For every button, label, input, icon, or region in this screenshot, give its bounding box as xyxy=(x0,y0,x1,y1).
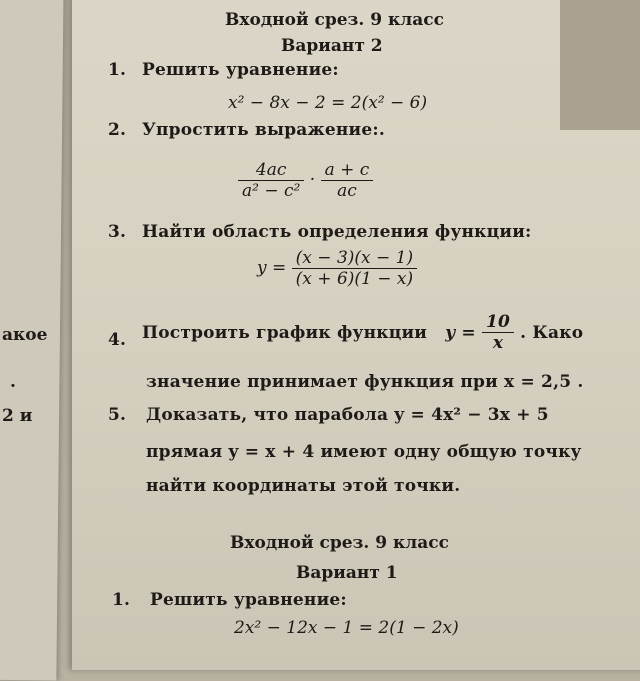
v2-task1-formula: x² − 8x − 2 = 2(x² − 6) xyxy=(228,93,428,113)
variant1-title: Входной срез. 9 класс xyxy=(230,533,449,553)
v2-task1-number: 1. xyxy=(108,60,127,80)
v2-task2-f1-numerator: 4ac xyxy=(255,160,287,180)
v2-task1-text: Решить уравнение: xyxy=(142,60,339,80)
v2-task4-numerator: 10 xyxy=(485,312,511,332)
v2-task2-dot: · xyxy=(309,170,316,190)
v2-task3-fraction xyxy=(292,248,417,289)
v2-task3-text: Найти область определения функции: xyxy=(142,222,532,242)
v1-task1-number: 1. xyxy=(112,590,131,610)
v2-task5-number: 5. xyxy=(108,405,127,425)
background-fold xyxy=(560,0,640,130)
v2-task4-lhs: y = xyxy=(445,322,476,343)
v2-task3-lhs: y = xyxy=(257,258,287,278)
variant2-subtitle: Вариант 2 xyxy=(281,36,383,56)
v2-task5-line1: Доказать, что парабола y = 4x² − 3x + 5 xyxy=(146,405,549,425)
v2-task4-number: 4. xyxy=(108,330,127,350)
v2-task2-number: 2. xyxy=(108,120,127,140)
variant2-title: Входной срез. 9 класс xyxy=(225,10,444,30)
v2-task2-fraction2 xyxy=(321,160,374,201)
v2-task3-numerator: (x − 3)(x − 1) xyxy=(295,248,414,268)
v2-task4-fraction xyxy=(482,312,514,353)
v2-task5-line3: найти координаты этой точки. xyxy=(146,476,461,496)
edge-text-2: . xyxy=(10,372,16,392)
v2-task2-f1-denominator: a² − c² xyxy=(238,180,304,201)
variant1-subtitle: Вариант 1 xyxy=(296,563,398,583)
v2-task4-line1 xyxy=(142,312,583,353)
v2-task4-denominator: x xyxy=(482,332,514,353)
edge-text-1: акое xyxy=(2,325,48,345)
v2-task2-fraction1 xyxy=(238,160,304,201)
v2-task4-line2: значение принимает функция при x = 2,5 . xyxy=(146,372,584,392)
v2-task3-denominator: (x + 6)(1 − x) xyxy=(292,268,417,289)
v1-task1-formula: 2x² − 12x − 1 = 2(1 − 2x) xyxy=(234,618,459,638)
v2-task3-number: 3. xyxy=(108,222,127,242)
v2-task4-text-a: Построить график функции xyxy=(142,322,428,343)
v1-task1-text: Решить уравнение: xyxy=(150,590,347,610)
edge-text-3: 2 и xyxy=(2,406,33,426)
v2-task5-line2: прямая y = x + 4 имеют одну общую точку xyxy=(146,442,582,462)
v2-task2-f2-numerator: a + c xyxy=(324,160,370,180)
v2-task2-text: Упростить выражение:. xyxy=(142,120,385,140)
v2-task2-f2-denominator: ac xyxy=(321,180,374,201)
v2-task3-expression xyxy=(257,248,417,289)
v2-task2-expression xyxy=(238,160,373,201)
v2-task4-text-b: . Како xyxy=(520,322,584,343)
